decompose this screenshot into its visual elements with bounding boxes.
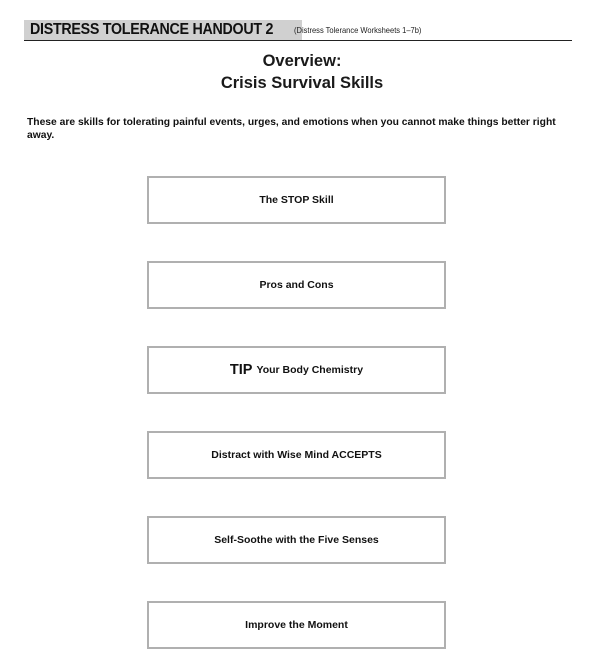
handout-worksheet-reference: (Distress Tolerance Worksheets 1–7b)	[294, 26, 422, 35]
skill-box-stop	[147, 176, 446, 224]
page-title-line-1: Overview:	[262, 52, 342, 70]
skill-label: Distract with Wise Mind ACCEPTS	[211, 449, 382, 461]
skill-label: The STOP Skill	[259, 194, 334, 206]
skill-label: Pros and Cons	[259, 279, 334, 291]
skill-box-improve	[147, 601, 446, 649]
skill-box-distract	[147, 431, 446, 479]
page-title-line-2: Crisis Survival Skills	[220, 74, 384, 92]
handout-header	[24, 20, 572, 41]
handout-title: DISTRESS TOLERANCE HANDOUT 2	[30, 21, 274, 38]
skill-prefix: TIP	[229, 362, 253, 378]
handout-header-tab	[24, 20, 302, 40]
intro-text: These are skills for tolerating painful events, urges, and emotions when you cannot make things better right away.	[27, 117, 556, 141]
skill-label: Improve the Moment	[245, 619, 348, 631]
skill-label: Self-Soothe with the Five Senses	[214, 534, 379, 546]
skill-box-self-soothe	[147, 516, 446, 564]
skill-box-tip	[147, 346, 446, 394]
skill-box-pros-cons	[147, 261, 446, 309]
skill-label: Your Body Chemistry	[256, 364, 364, 376]
